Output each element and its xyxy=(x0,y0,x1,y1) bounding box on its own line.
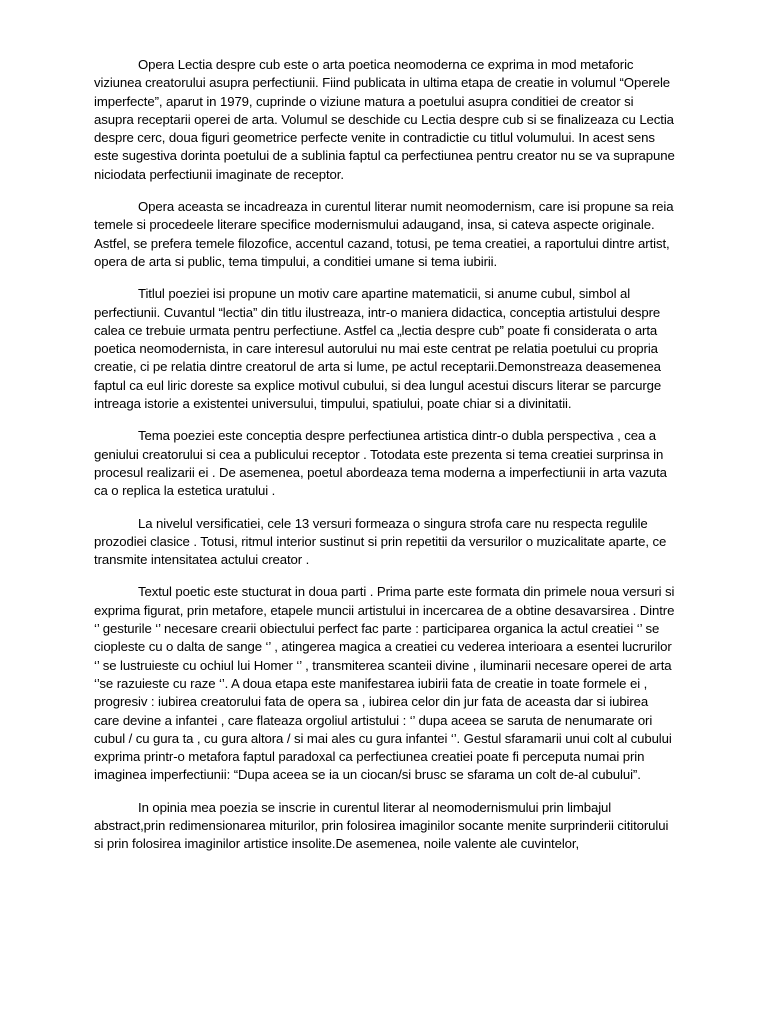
paragraph-title-analysis: Titlul poeziei isi propune un motiv care apartine matematicii, si anume cubul, simbol al perfectiunii. Cuvantul “lectia” din titlu ilustreaza, intr-o maniera didactica, conceptia artistului despre calea ce trebuie urmata pentru perfectiune. Astfel ca „lectia despre cub” poate fi considerata o arta poetica neomodernista, in care interesul autorului nu mai este centrat pe relatia poetului cu propria creatie, ci pe relatia dintre creatorul de arta si lume, pe actul receptarii.Demonstreaza deasemenea faptul ca eul liric doreste sa explice motivul cubului, si dea lungul acestui discurs literar se parcurge intreaga istorie a existentei universului, timpului, spatiului, poate chiar si a divinitatii. xyxy=(94,286,662,412)
paragraph-versification: La nivelul versificatiei, cele 13 versuri formeaza o singura strofa care nu respecta regulile prozodiei clasice . Totusi, ritmul interior sustinut si prin repetitii da versurilor o muzicalitate aparte, ce transmite intensitatea actului creator . xyxy=(94,515,667,568)
document-page xyxy=(94,56,676,868)
paragraph-opinion: In opinia mea poezia se inscrie in curentul literar al neomodernismului prin limbajul abstract,prin redimensionarea miturilor, prin folosirea imaginilor socante menite surprinderii cititorului si prin folosirea imaginilor artistice insolite.De asemenea, noile valente ale cuvintelor, xyxy=(94,799,669,852)
paragraph-structure: Textul poetic este stucturat in doua parti . Prima parte este formata din primele noua versuri si exprima figurat, prin metafore, etapele muncii artistului in incercarea de a obtine desavarsirea . Dintre ‘’ gesturile ‘’ necesare crearii obiectului perfect fac parte : participarea organica la actul creatiei ‘’ se ciopleste cu o dalta de sange ‘’ , atingerea magica a creatiei cu vederea interioara a esentei lucrurilor ‘’ se lustruieste cu ochiul lui Homer ‘’ , transmiterea scanteii divine , iluminarii necesare operei de arta ‘’se razuieste cu raze ‘’. A doua etapa este manifestarea iubirii fata de creatie in toate formele ei , progresiv : iubirea creatorului fata de opera sa , iubirea celor din jur fata de aceasta dar si iubirea care devine a infantei , care flateaza orgoliul artistului : ‘’ dupa aceea se saruta de nenumarate ori cubul / cu gura ta , cu gura altora / si mai ales cu gura infantei ‘’. Gestul sfaramarii unui colt al cubului exprima printr-o metafora faptul paradoxal ca perfectiunea creatiei poate fi perceputa numai prin imaginea imperfectiunii: “Dupa aceea se ia un ciocan/si brusc se sfarama un colt de-al cubului”. xyxy=(94,584,675,783)
paragraph-intro: Opera Lectia despre cub este o arta poetica neomoderna ce exprima in mod metaforic viziunea creatorului asupra perfectiunii. Fiind publicata in ultima etapa de creatie in volumul “Operele imperfecte”, aparut in 1979, cuprinde o viziune matura a poetului asupra conditiei de creator si asupra receptarii operei de arta. Volumul se deschide cu Lectia despre cub si se finalizeaza cu Lectia despre cerc, doua figuri geometrice perfecte venite in contradictie cu titlul volumului. In acest sens este sugestiva dorinta poetului de a sublinia faptul ca perfectiunea pentru creator nu se va suprapune niciodata perfectiunii imaginate de receptor. xyxy=(94,57,675,182)
paragraph-theme: Tema poeziei este conceptia despre perfectiunea artistica dintr-o dubla perspectiva , cea a geniului creatorului si cea a publicului receptor . Totodata este prezenta si tema creatiei surprinsa in procesul realizarii ei . De asemenea, poetul abordeaza tema moderna a imperfectiunii in arta vazuta ca o replica la estetica uratului . xyxy=(94,428,667,499)
paragraph-neomodernism: Opera aceasta se incadreaza in curentul literar numit neomodernism, care isi propune sa reia temele si procedeele literare specifice modernismului adaugand, insa, si cateva aspecte originale. Astfel, se prefera temele filozofice, accentul cazand, totusi, pe tema creatiei, a raportului dintre artist, opera de arta si public, tema timpului, a conditiei umane si tema iubirii. xyxy=(94,199,674,269)
